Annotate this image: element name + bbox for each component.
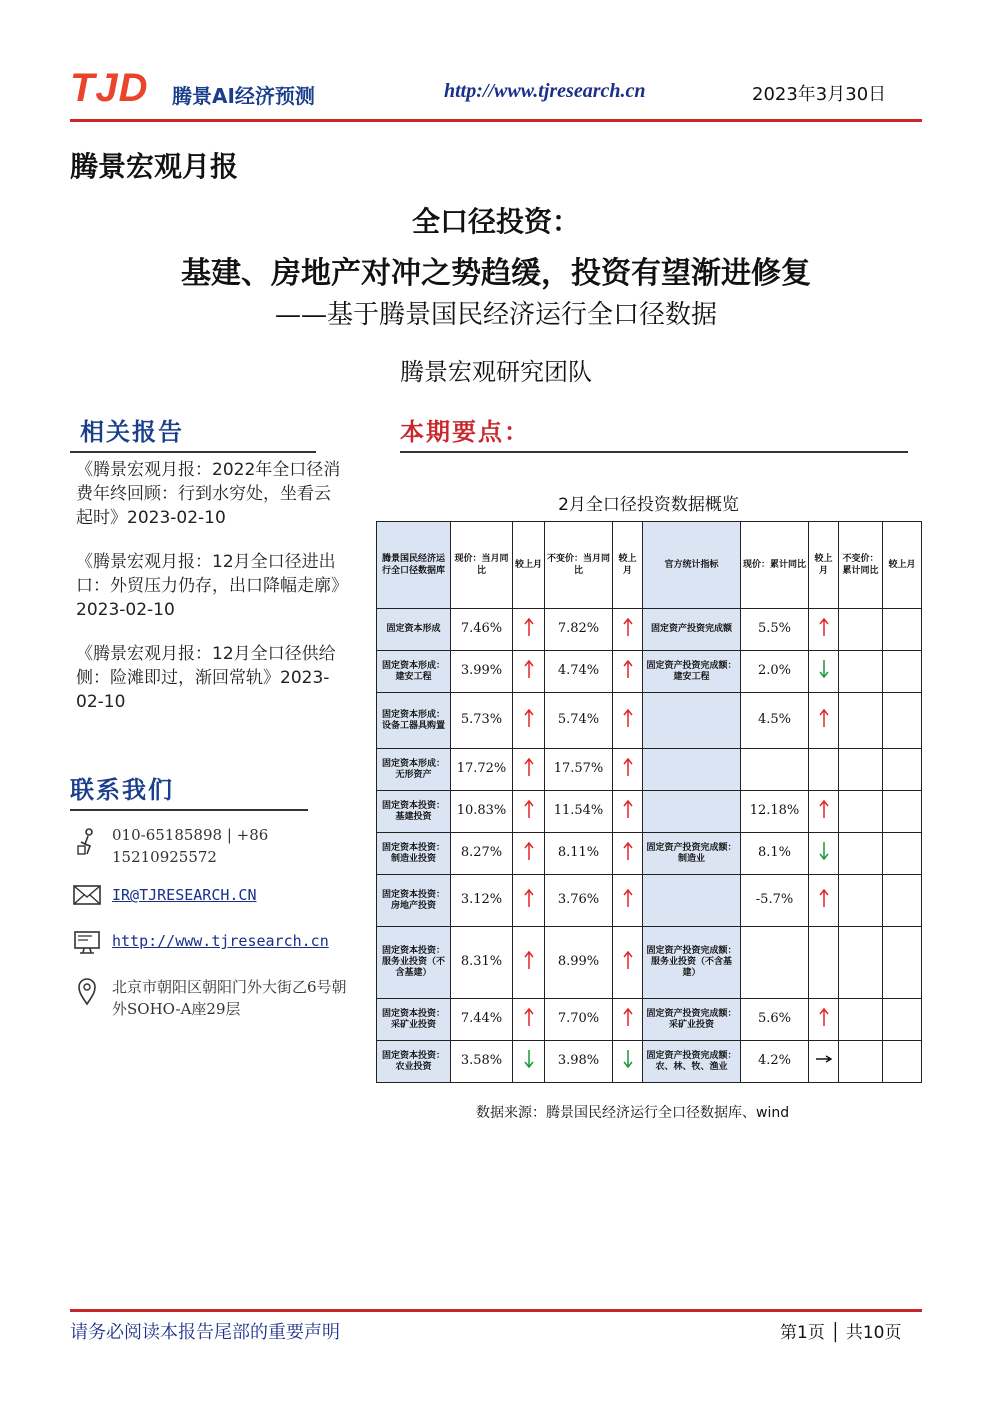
cell-current-mom: 8.31% [451, 927, 513, 999]
cell-official-cumulative [741, 927, 809, 999]
cell-official-cumulative: 5.5% [741, 609, 809, 651]
cell-tj-indicator: 固定资本投资：采矿业投资 [377, 999, 451, 1041]
cell-official-constant-trend [883, 1041, 922, 1083]
col-header-current-cumulative: 现价：累计同比 [741, 522, 809, 609]
arrow-up-icon [622, 799, 634, 819]
cell-official-trend [809, 651, 839, 693]
arrow-up-icon [818, 708, 830, 728]
cell-official-constant [839, 651, 883, 693]
site-url-link[interactable]: http://www.tjresearch.cn [444, 80, 646, 102]
cell-official-trend [809, 791, 839, 833]
cell-official-trend [809, 609, 839, 651]
page-number: 第1页 │ 共10页 [780, 1323, 902, 1343]
cell-official-constant-trend [883, 609, 922, 651]
cell-constant-mom: 8.99% [545, 927, 613, 999]
report-subtitle: ——基于腾景国民经济运行全口径数据 [274, 300, 717, 330]
monitor-icon [72, 928, 102, 958]
cell-constant-trend [613, 1041, 643, 1083]
cell-current-trend [513, 749, 545, 791]
mail-icon [72, 882, 102, 908]
cell-official-indicator: 固定资产投资完成额 [643, 609, 741, 651]
cell-constant-trend [613, 999, 643, 1041]
table-row [377, 927, 922, 999]
cell-official-constant-trend [883, 749, 922, 791]
col-header-tj-database: 腾景国民经济运行全口径数据库 [377, 522, 451, 609]
arrow-up-icon [523, 757, 535, 777]
cell-constant-mom: 7.82% [545, 609, 613, 651]
cell-constant-mom: 17.57% [545, 749, 613, 791]
arrow-up-icon [818, 617, 830, 637]
related-report-item[interactable]: 《腾景宏观月报：2022年全口径消费年终回顾：行到水穷处，坐看云起时》2023-02-10 [76, 460, 341, 528]
cell-official-constant [839, 693, 883, 749]
table-row [377, 609, 922, 651]
cell-current-mom: 8.27% [451, 833, 513, 875]
cell-current-mom: 17.72% [451, 749, 513, 791]
cell-current-mom: 7.46% [451, 609, 513, 651]
arrow-up-icon [523, 950, 535, 970]
data-source-note: 数据来源：腾景国民经济运行全口径数据库、wind [476, 1105, 790, 1121]
cell-current-mom: 3.12% [451, 875, 513, 927]
arrow-down-icon [818, 659, 830, 679]
cell-current-mom: 10.83% [451, 791, 513, 833]
cell-official-indicator [643, 749, 741, 791]
arrow-up-icon [622, 617, 634, 637]
contact-heading: 联系我们 [70, 775, 174, 804]
cell-official-constant [839, 927, 883, 999]
cell-official-trend [809, 1041, 839, 1083]
cell-constant-trend [613, 875, 643, 927]
table-row [377, 791, 922, 833]
cell-tj-indicator: 固定资本投资：房地产投资 [377, 875, 451, 927]
arrow-up-icon [622, 950, 634, 970]
cell-official-constant [839, 749, 883, 791]
series-title: 腾景宏观月报 [70, 150, 239, 183]
cell-official-cumulative: 8.1% [741, 833, 809, 875]
arrow-right-icon [815, 1054, 833, 1064]
arrow-up-icon [622, 659, 634, 679]
table-title: 2月全口径投资数据概览 [558, 495, 739, 515]
related-reports-heading: 相关报告 [80, 417, 184, 446]
cell-current-mom: 5.73% [451, 693, 513, 749]
cell-current-trend [513, 1041, 545, 1083]
cell-official-constant [839, 999, 883, 1041]
cell-official-cumulative: 2.0% [741, 651, 809, 693]
table-row [377, 999, 922, 1041]
cell-constant-trend [613, 749, 643, 791]
cell-official-constant [839, 833, 883, 875]
cell-official-cumulative: -5.7% [741, 875, 809, 927]
cell-current-mom: 3.99% [451, 651, 513, 693]
cell-official-indicator: 固定资产投资完成额：农、林、牧、渔业 [643, 1041, 741, 1083]
table-header-row [377, 522, 922, 609]
arrow-up-icon [622, 888, 634, 908]
cell-official-indicator: 固定资产投资完成额：服务业投资（不含基建） [643, 927, 741, 999]
col-header-current-mom: 现价：当月同比 [451, 522, 513, 609]
cell-official-constant [839, 1041, 883, 1083]
arrow-up-icon [818, 1007, 830, 1027]
cell-official-constant [839, 609, 883, 651]
table-row [377, 833, 922, 875]
table-row [377, 651, 922, 693]
table-row [377, 875, 922, 927]
cell-tj-indicator: 固定资本投资：服务业投资（不含基建） [377, 927, 451, 999]
arrow-up-icon [523, 659, 535, 679]
col-header-vs-last-month: 较上月 [513, 522, 545, 609]
col-header-vs-last-month: 较上月 [613, 522, 643, 609]
disclaimer-notice: 请务必阅读本报告尾部的重要声明 [70, 1322, 340, 1343]
cell-official-indicator [643, 875, 741, 927]
cell-official-constant-trend [883, 651, 922, 693]
cell-official-trend [809, 693, 839, 749]
table-row [377, 693, 922, 749]
cell-official-constant [839, 875, 883, 927]
col-header-official-indicator: 官方统计指标 [643, 522, 741, 609]
cell-constant-trend [613, 609, 643, 651]
cell-current-trend [513, 927, 545, 999]
cell-current-trend [513, 651, 545, 693]
key-points-divider [400, 451, 908, 453]
cell-current-trend [513, 833, 545, 875]
cell-official-indicator: 固定资产投资完成额：建安工程 [643, 651, 741, 693]
arrow-up-icon [523, 888, 535, 908]
arrow-up-icon [622, 757, 634, 777]
arrow-up-icon [523, 617, 535, 637]
arrow-up-icon [523, 708, 535, 728]
cell-tj-indicator: 固定资本形成：无形资产 [377, 749, 451, 791]
cell-official-cumulative: 5.6% [741, 999, 809, 1041]
cell-official-trend [809, 875, 839, 927]
cell-tj-indicator: 固定资本投资：农业投资 [377, 1041, 451, 1083]
cell-official-cumulative: 4.2% [741, 1041, 809, 1083]
arrow-up-icon [523, 1007, 535, 1027]
arrow-up-icon [622, 1007, 634, 1027]
arrow-up-icon [622, 708, 634, 728]
cell-constant-trend [613, 791, 643, 833]
brand-logo [70, 66, 380, 112]
arrow-up-icon [523, 841, 535, 861]
contact-divider [70, 809, 308, 811]
logo-name: 腾景AI经济预测 [172, 84, 315, 108]
col-header-constant-cumulative: 不变价：累计同比 [839, 522, 883, 609]
table-row [377, 1041, 922, 1083]
location-pin-icon [72, 976, 102, 1006]
related-divider [70, 451, 316, 453]
arrow-up-icon [622, 841, 634, 861]
cell-current-mom: 7.44% [451, 999, 513, 1041]
cell-current-trend [513, 791, 545, 833]
related-report-item[interactable]: 《腾景宏观月报：12月全口径供给侧：险滩即过，渐回常轨》2023-02-10 [76, 644, 336, 712]
cell-constant-trend [613, 651, 643, 693]
contact-phone: 010-65185898 | +86 15210925572 [112, 826, 269, 866]
cell-constant-mom: 11.54% [545, 791, 613, 833]
cell-official-trend [809, 999, 839, 1041]
cell-tj-indicator: 固定资本投资：基建投资 [377, 791, 451, 833]
cell-official-constant-trend [883, 875, 922, 927]
report-title-line-1: 全口径投资： [411, 205, 580, 238]
author-team: 腾景宏观研究团队 [400, 358, 592, 386]
arrow-up-icon [818, 799, 830, 819]
cell-official-constant-trend [883, 833, 922, 875]
cell-official-cumulative [741, 749, 809, 791]
cell-official-indicator [643, 791, 741, 833]
arrow-down-icon [622, 1049, 634, 1069]
header-divider [70, 119, 922, 122]
cell-current-trend [513, 693, 545, 749]
cell-constant-mom: 4.74% [545, 651, 613, 693]
cell-official-indicator [643, 693, 741, 749]
cell-official-trend [809, 927, 839, 999]
cell-tj-indicator: 固定资本形成：设备工器具购置 [377, 693, 451, 749]
key-points-heading: 本期要点： [400, 417, 530, 446]
cell-tj-indicator: 固定资本形成 [377, 609, 451, 651]
cell-official-constant-trend [883, 927, 922, 999]
cell-constant-trend [613, 693, 643, 749]
cell-official-constant-trend [883, 999, 922, 1041]
cell-official-indicator: 固定资产投资完成额：采矿业投资 [643, 999, 741, 1041]
cell-current-trend [513, 999, 545, 1041]
arrow-up-icon [818, 888, 830, 908]
cell-constant-trend [613, 927, 643, 999]
cell-current-trend [513, 875, 545, 927]
phone-icon [72, 826, 102, 856]
cell-constant-mom: 3.98% [545, 1041, 613, 1083]
contact-address: 北京市朝阳区朝阳门外大街乙6号朝外SOHO-A座29层 [112, 978, 347, 1018]
cell-official-cumulative: 12.18% [741, 791, 809, 833]
arrow-down-icon [818, 841, 830, 861]
col-header-constant-mom: 不变价：当月同比 [545, 522, 613, 609]
cell-official-trend [809, 749, 839, 791]
contact-email-link[interactable]: IR@TJRESEARCH.CN [112, 886, 257, 904]
cell-constant-mom: 7.70% [545, 999, 613, 1041]
cell-constant-mom: 3.76% [545, 875, 613, 927]
report-date: 2023年3月30日 [752, 84, 887, 105]
cell-constant-trend [613, 833, 643, 875]
cell-tj-indicator: 固定资本投资：制造业投资 [377, 833, 451, 875]
cell-current-mom: 3.58% [451, 1041, 513, 1083]
arrow-down-icon [523, 1049, 535, 1069]
col-header-vs-last-month: 较上月 [883, 522, 922, 609]
cell-official-trend [809, 833, 839, 875]
cell-tj-indicator: 固定资本形成：建安工程 [377, 651, 451, 693]
cell-constant-mom: 8.11% [545, 833, 613, 875]
col-header-vs-last-month: 较上月 [809, 522, 839, 609]
related-report-item[interactable]: 《腾景宏观月报：12月全口径进出口：外贸压力仍存，出口降幅走廓》2023-02-10 [76, 552, 340, 620]
arrow-up-icon [523, 799, 535, 819]
cell-official-cumulative: 4.5% [741, 693, 809, 749]
cell-current-trend [513, 609, 545, 651]
logo-letters: TJD [70, 66, 149, 110]
cell-official-constant [839, 791, 883, 833]
report-title-line-2: 基建、房地产对冲之势趋缓，投资有望渐进修复 [181, 256, 811, 291]
cell-official-constant-trend [883, 791, 922, 833]
contact-website-link[interactable]: http://www.tjresearch.cn [112, 932, 329, 950]
footer-divider [70, 1309, 922, 1312]
table-row [377, 749, 922, 791]
cell-official-indicator: 固定资产投资完成额：制造业 [643, 833, 741, 875]
cell-constant-mom: 5.74% [545, 693, 613, 749]
cell-official-constant-trend [883, 693, 922, 749]
investment-data-table [376, 521, 922, 1083]
